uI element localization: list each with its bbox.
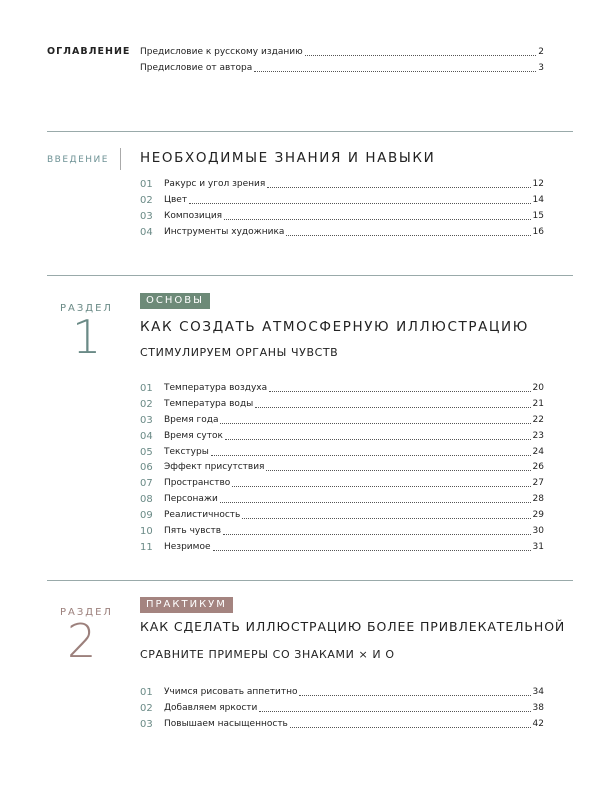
- divider-rule: [47, 275, 573, 276]
- section-word: РАЗДЕЛ: [60, 303, 113, 314]
- entry-number: 11: [140, 542, 153, 553]
- entry-label: Температура воды: [164, 399, 254, 409]
- entry-page: 28: [532, 494, 544, 504]
- toc-entry[interactable]: [140, 703, 544, 714]
- toc-entry[interactable]: [140, 195, 544, 206]
- toc-entry[interactable]: [140, 719, 544, 730]
- entry-number: 01: [140, 687, 153, 698]
- toc-title: ОГЛАВЛЕНИЕ: [47, 46, 131, 57]
- entry-label: Время года: [164, 415, 219, 425]
- entry-label: Незримое: [164, 542, 211, 552]
- section-word: РАЗДЕЛ: [60, 607, 113, 618]
- toc-entry[interactable]: [140, 687, 544, 698]
- vertical-divider: [120, 148, 121, 170]
- entry-label: Пространство: [164, 478, 231, 488]
- entry-page: 22: [532, 415, 544, 425]
- leader-dots: [254, 71, 536, 72]
- entry-label: Учимся рисовать аппетитно: [164, 687, 298, 697]
- entry-label: Инструменты художника: [164, 227, 285, 237]
- entry-number: 07: [140, 478, 153, 489]
- divider-rule: [47, 580, 573, 581]
- entry-number: 03: [140, 719, 153, 730]
- toc-entry[interactable]: [140, 211, 544, 222]
- entry-page: 24: [532, 447, 544, 457]
- entry-page: 16: [532, 227, 544, 237]
- section-badge: ПРАКТИКУМ: [140, 597, 233, 613]
- leader-dots: [232, 486, 530, 487]
- entry-number: 04: [140, 431, 153, 442]
- entry-number: 01: [140, 383, 153, 394]
- entry-page: 21: [532, 399, 544, 409]
- toc-entry[interactable]: [140, 462, 544, 473]
- entry-page: 42: [532, 719, 544, 729]
- entry-page: 29: [532, 510, 544, 520]
- leader-dots: [259, 711, 530, 712]
- entry-page: 12: [532, 179, 544, 189]
- toc-entry[interactable]: [140, 526, 544, 537]
- entry-label: Повышаем насыщенность: [164, 719, 288, 729]
- section-number: 1: [72, 310, 102, 364]
- entry-number: 03: [140, 211, 153, 222]
- leader-dots: [213, 550, 531, 551]
- toc-entry[interactable]: [140, 227, 544, 238]
- toc-entry[interactable]: [140, 447, 544, 458]
- entry-number: 04: [140, 227, 153, 238]
- entry-page: 15: [532, 211, 544, 221]
- divider-rule: [47, 131, 573, 132]
- intro-label: ВВЕДЕНИЕ: [47, 155, 109, 165]
- entry-number: 02: [140, 399, 153, 410]
- entry-label: Ракурс и угол зрения: [164, 179, 266, 189]
- leader-dots: [255, 407, 530, 408]
- section-badge: ОСНОВЫ: [140, 293, 210, 309]
- entry-page: 23: [532, 431, 544, 441]
- entry-page: 14: [532, 195, 544, 205]
- entry-label: Персонажи: [164, 494, 218, 504]
- toc-entry[interactable]: [140, 494, 544, 505]
- entry-number: 02: [140, 703, 153, 714]
- entry-label: Текстуры: [164, 447, 209, 457]
- entry-page: 31: [532, 542, 544, 552]
- leader-dots: [211, 455, 531, 456]
- toc-entry[interactable]: [140, 478, 544, 489]
- leader-dots: [269, 391, 530, 392]
- leader-dots: [189, 203, 530, 204]
- entry-page: 3: [538, 63, 544, 73]
- toc-entry[interactable]: [140, 179, 544, 190]
- entry-label: Цвет: [164, 195, 188, 205]
- toc-entry[interactable]: [140, 399, 544, 410]
- entry-number: 01: [140, 179, 153, 190]
- toc-entry-preface-author[interactable]: [140, 63, 544, 74]
- section-title: КАК СОЗДАТЬ АТМОСФЕРНУЮ ИЛЛЮСТРАЦИЮ: [140, 319, 529, 335]
- entry-label: Добавляем яркости: [164, 703, 258, 713]
- entry-number: 10: [140, 526, 153, 537]
- leader-dots: [266, 470, 530, 471]
- entry-label: Температура воздуха: [164, 383, 268, 393]
- section-subtitle: СРАВНИТЕ ПРИМЕРЫ СО ЗНАКАМИ × И О: [140, 648, 395, 661]
- toc-entry[interactable]: [140, 431, 544, 442]
- section-title: КАК СДЕЛАТЬ ИЛЛЮСТРАЦИЮ БОЛЕЕ ПРИВЛЕКАТЕЛЬНОЙ: [140, 619, 566, 634]
- leader-dots: [223, 534, 531, 535]
- leader-dots: [220, 502, 531, 503]
- entry-number: 09: [140, 510, 153, 521]
- intro-title: НЕОБХОДИМЫЕ ЗНАНИЯ И НАВЫКИ: [140, 150, 436, 166]
- entry-page: 27: [532, 478, 544, 488]
- entry-number: 06: [140, 462, 153, 473]
- toc-entry[interactable]: [140, 542, 544, 553]
- entry-label: Эффект присутствия: [164, 462, 265, 472]
- entry-label: Реалистичность: [164, 510, 241, 520]
- entry-page: 20: [532, 383, 544, 393]
- entry-number: 03: [140, 415, 153, 426]
- section-subtitle: СТИМУЛИРУЕМ ОРГАНЫ ЧУВСТВ: [140, 346, 339, 359]
- entry-number: 02: [140, 195, 153, 206]
- leader-dots: [290, 727, 531, 728]
- entry-page: 26: [532, 462, 544, 472]
- entry-page: 38: [532, 703, 544, 713]
- entry-page: 2: [538, 47, 544, 57]
- leader-dots: [267, 187, 530, 188]
- toc-entry[interactable]: [140, 415, 544, 426]
- toc-entry-preface-ru[interactable]: [140, 47, 544, 58]
- entry-number: 08: [140, 494, 153, 505]
- entry-page: 34: [532, 687, 544, 697]
- entry-label: Предисловие от автора: [140, 63, 253, 73]
- leader-dots: [242, 518, 530, 519]
- leader-dots: [225, 439, 531, 440]
- toc-entry[interactable]: [140, 383, 544, 394]
- entry-number: 05: [140, 447, 153, 458]
- entry-label: Композиция: [164, 211, 223, 221]
- leader-dots: [220, 423, 530, 424]
- entry-label: Пять чувств: [164, 526, 222, 536]
- entry-label: Предисловие к русскому изданию: [140, 47, 303, 57]
- leader-dots: [286, 235, 530, 236]
- leader-dots: [299, 695, 530, 696]
- section-number: 2: [67, 614, 97, 668]
- toc-entry[interactable]: [140, 510, 544, 521]
- entry-page: 30: [532, 526, 544, 536]
- leader-dots: [305, 55, 537, 56]
- leader-dots: [224, 219, 530, 220]
- entry-label: Время суток: [164, 431, 223, 441]
